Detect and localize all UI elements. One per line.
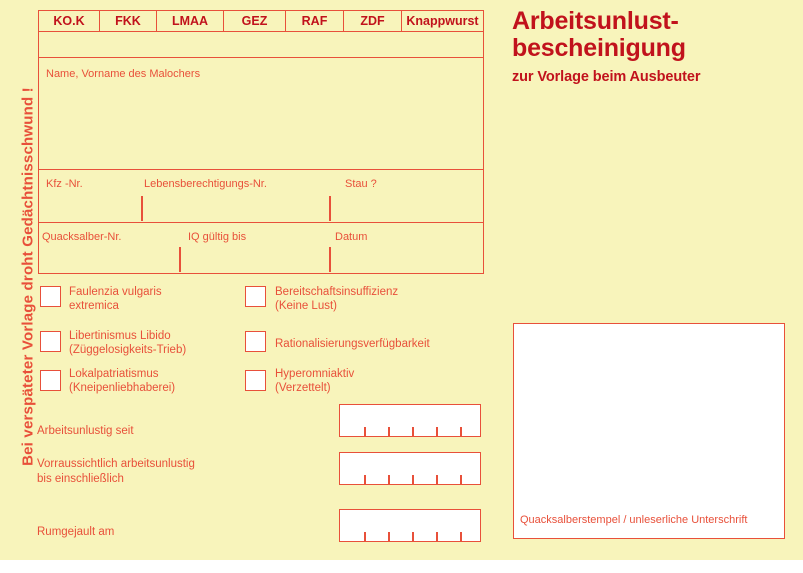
checkbox-rationalisierungsverfuegbarkeit[interactable] bbox=[245, 331, 266, 352]
date-label-vorraussichtlich bbox=[37, 457, 277, 487]
checkbox-bereitschaftsinsuffizienz[interactable] bbox=[245, 286, 266, 307]
checkbox-label-rationalisierungsverfuegbarkeit-line1: Rationalisierungsverfügbarkeit bbox=[275, 338, 430, 350]
date-label-arbeitsunlustig-seit-line1: Arbeitsunlustig seit bbox=[37, 425, 134, 437]
stamp-area[interactable] bbox=[513, 323, 785, 539]
date-tick bbox=[388, 427, 390, 436]
checkbox-faulenzia-vulgaris[interactable] bbox=[40, 286, 61, 307]
checkbox-label-lokalpatriatismus-line2: (Kneipenliebhaberei) bbox=[69, 382, 176, 395]
date-tick bbox=[364, 427, 366, 436]
checkbox-hyperomniaktiv[interactable] bbox=[245, 370, 266, 391]
checkbox-label-lokalpatriatismus bbox=[69, 367, 249, 396]
code-cell-raf[interactable]: RAF bbox=[286, 11, 344, 31]
stamp-area-label: Quacksalberstempel / unleserliche Unterschrift bbox=[520, 514, 748, 526]
page-bottom-strip bbox=[0, 560, 803, 573]
date-tick bbox=[460, 475, 462, 484]
date-tick bbox=[436, 427, 438, 436]
iq-label: IQ gültig bis bbox=[188, 231, 247, 243]
date-input-rumgejault[interactable] bbox=[339, 509, 481, 542]
checkbox-label-faulenzia-vulgaris-line2: extremica bbox=[69, 300, 119, 313]
checkbox-label-libertinismus-libido bbox=[69, 329, 249, 358]
quacksalber-label: Quacksalber-Nr. bbox=[42, 231, 122, 243]
date-tick bbox=[436, 475, 438, 484]
kfz-label: Kfz -Nr. bbox=[46, 178, 83, 190]
date-input-arbeitsunlustig-seit[interactable] bbox=[339, 404, 481, 437]
checkbox-label-libertinismus-libido-line2: (Züggelosigkeits-Trieb) bbox=[69, 344, 187, 357]
datum-label: Datum bbox=[335, 231, 368, 243]
date-label-vorraussichtlich-line2: bis einschließlich bbox=[37, 472, 124, 485]
date-tick bbox=[436, 532, 438, 541]
page-title-line2: bescheinigung bbox=[512, 34, 686, 62]
checkbox-label-rationalisierungsverfuegbarkeit bbox=[275, 337, 505, 351]
page-title bbox=[512, 8, 792, 62]
checkbox-label-hyperomniaktiv bbox=[275, 367, 495, 396]
checkbox-label-hyperomniaktiv-line2: (Verzettelt) bbox=[275, 382, 331, 395]
code-cell-knappwurst[interactable]: Knappwurst bbox=[406, 14, 479, 28]
date-tick bbox=[364, 475, 366, 484]
code-cell-fkk[interactable]: FKK bbox=[100, 11, 157, 31]
code-cell-gez[interactable]: GEZ bbox=[224, 11, 286, 31]
code-cell-lmaa[interactable]: LMAA bbox=[157, 11, 224, 31]
date-label-rumgejault-line1: Rumgejault am bbox=[37, 526, 115, 538]
stau-label: Stau ? bbox=[345, 178, 377, 190]
checkbox-label-faulenzia-vulgaris bbox=[69, 285, 249, 314]
checkbox-lokalpatriatismus[interactable] bbox=[40, 370, 61, 391]
code-table bbox=[38, 10, 484, 32]
quack-divider-2 bbox=[329, 247, 331, 272]
page-subtitle: zur Vorlage beim Ausbeuter bbox=[512, 69, 701, 85]
lebensberechtigung-label: Lebensberechtigungs-Nr. bbox=[144, 178, 267, 190]
quack-divider-1 bbox=[179, 247, 181, 272]
title-block bbox=[512, 8, 792, 85]
checkbox-label-faulenzia-vulgaris-line1: Faulenzia vulgaris bbox=[69, 286, 162, 298]
date-tick bbox=[388, 532, 390, 541]
checkbox-label-libertinismus-libido-line1: Libertinismus Libido bbox=[69, 330, 171, 342]
kfz-divider-1 bbox=[141, 196, 143, 221]
page-title-line1: Arbeitsunlust- bbox=[512, 7, 679, 35]
code-entry-row[interactable] bbox=[38, 32, 484, 58]
checkbox-label-bereitschaftsinsuffizienz-line1: Bereitschaftsinsuffizienz bbox=[275, 286, 399, 298]
date-tick bbox=[388, 475, 390, 484]
checkbox-label-bereitschaftsinsuffizienz bbox=[275, 285, 495, 314]
side-warning-note: Bei verspäteter Vorlage droht Gedächtnisschwund ! bbox=[19, 87, 37, 466]
date-tick bbox=[364, 532, 366, 541]
date-tick bbox=[460, 427, 462, 436]
checkbox-libertinismus-libido[interactable] bbox=[40, 331, 61, 352]
date-label-vorraussichtlich-line1: Vorraussichtlich arbeitsunlustig bbox=[37, 458, 195, 470]
checkbox-label-bereitschaftsinsuffizienz-line2: (Keine Lust) bbox=[275, 300, 338, 313]
date-tick bbox=[460, 532, 462, 541]
code-cell-kok[interactable]: KO.K bbox=[39, 11, 100, 31]
kfz-divider-2 bbox=[329, 196, 331, 221]
checkbox-label-hyperomniaktiv-line1: Hyperomniaktiv bbox=[275, 368, 355, 380]
name-field-label: Name, Vorname des Malochers bbox=[46, 68, 201, 80]
date-label-rumgejault bbox=[37, 525, 267, 540]
date-tick bbox=[412, 532, 414, 541]
date-tick bbox=[412, 475, 414, 484]
checkbox-label-lokalpatriatismus-line1: Lokalpatriatismus bbox=[69, 368, 159, 380]
date-input-vorraussichtlich[interactable] bbox=[339, 452, 481, 485]
date-label-arbeitsunlustig-seit bbox=[37, 424, 267, 439]
code-cell-zdf[interactable]: ZDF bbox=[344, 11, 402, 31]
date-tick bbox=[412, 427, 414, 436]
